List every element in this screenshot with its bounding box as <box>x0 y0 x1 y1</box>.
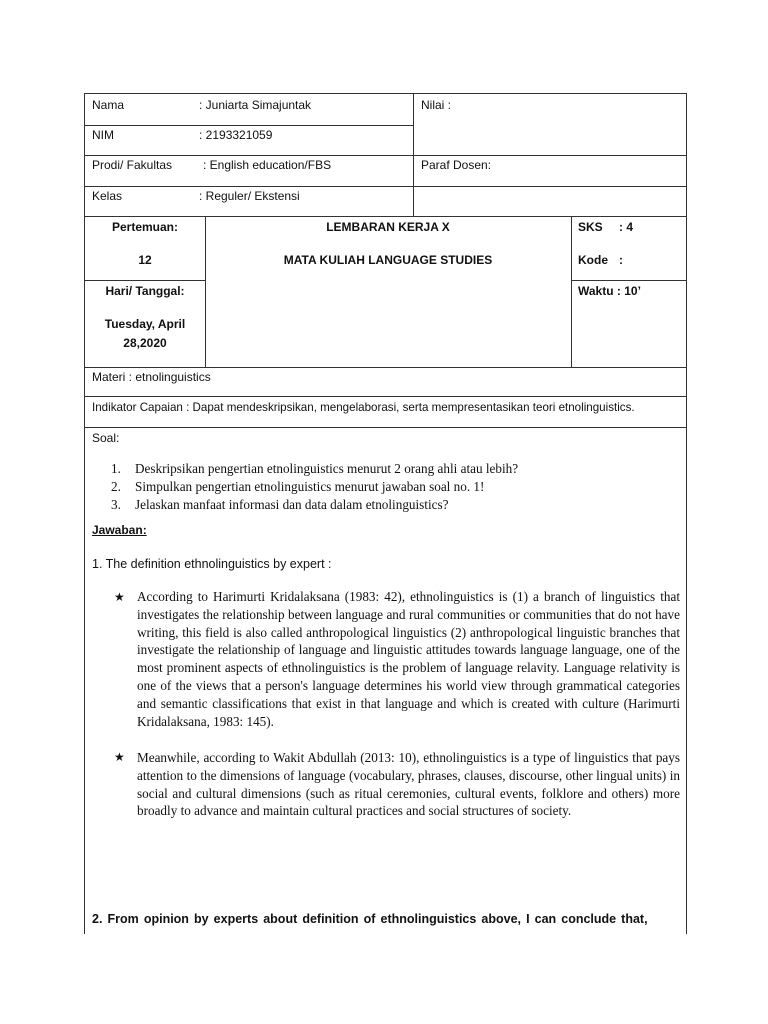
kelas-value: : Reguler/ Ekstensi <box>199 189 300 203</box>
question-1 <box>111 460 518 478</box>
course-title: MATA KULIAH LANGUAGE STUDIES <box>283 253 493 267</box>
sks-label: SKS <box>578 220 603 234</box>
pertemuan-value: 12 <box>138 253 152 267</box>
question-2 <box>111 478 484 496</box>
question-3 <box>111 496 448 514</box>
worksheet-title: LEMBARAN KERJA X <box>326 220 450 234</box>
answer-bullet-1: According to Harimurti Kridalaksana (1983: 42), ethnolinguistics is (1) a branch of linguistics that investigates the relationship between language and rural communities or communities that do not have writing, this field is also called anthropological linguistics (2) anthropological linguistic branches that investigate the relationship of language and linguistic attitudes towards language language, one of the most prominent aspects of ethnolinguistics is the problem of language relavity. Language relativity is one of the views that a person's language determines his world view through grammatical categories and semantic classifications that exist in that language and which is created with culture (Harimurti Kridalaksana, 1983: 145). <box>137 589 680 729</box>
worksheet <box>84 93 687 934</box>
pertemuan-label: Pertemuan: <box>111 220 179 234</box>
answer-bullet-2: Meanwhile, according to Wakit Abdullah (2013: 10), ethnolinguistics is a type of linguistics that pays attention to the dimensions of language (vocabulary, phrases, clauses, discourse, other lingual units) in social and cultural dimensions (such as ritual ceremonies, cultural events, folklore and others) more broadly to advance and maintain cultural practices and social structures of society. <box>137 750 680 819</box>
soal-label: Soal: <box>92 431 120 445</box>
question-num: 1. <box>111 461 121 476</box>
nama-label: Nama <box>92 98 125 112</box>
kode-value: : <box>619 253 623 267</box>
materi: Materi : etnolinguistics <box>92 370 211 384</box>
prodi-value: : English education/FBS <box>203 158 332 172</box>
hari-value-line1: Tuesday, April <box>104 317 186 331</box>
hari-label: Hari/ Tanggal: <box>105 284 185 298</box>
nilai-label: Nilai : <box>421 98 452 112</box>
hari-value-line2: 28,2020 <box>123 336 167 350</box>
question-text: Simpulkan pengertian etnolinguistics menurut jawaban soal no. 1! <box>135 479 485 494</box>
question-text: Jelaskan manfaat informasi dan data dalam etnolinguistics? <box>135 497 449 512</box>
answer-2-heading: 2. From opinion by experts about definition of ethnolinguistics above, I can conclude that, <box>92 912 648 926</box>
kelas-label: Kelas <box>92 189 123 203</box>
paraf-label: Paraf Dosen: <box>421 158 492 172</box>
indikator: Indikator Capaian : Dapat mendeskripsikan, mengelaborasi, serta mempresentasikan teori etnolinguistics. <box>92 401 635 414</box>
question-num: 3. <box>111 497 121 512</box>
nim-label: NIM <box>92 128 114 142</box>
star-bullet-icon: ★ <box>114 590 125 604</box>
nim-value: : 2193321059 <box>199 128 273 142</box>
question-num: 2. <box>111 479 121 494</box>
answer-1-heading: 1. The definition ethnolinguistics by expert : <box>92 557 332 571</box>
kode-label: Kode <box>578 253 608 267</box>
star-bullet-icon: ★ <box>114 750 125 764</box>
waktu: Waktu : 10’ <box>578 284 641 298</box>
nama-value: : Juniarta Simajuntak <box>199 98 312 112</box>
question-text: Deskripsikan pengertian etnolinguistics menurut 2 orang ahli atau lebih? <box>135 461 519 476</box>
jawaban-label: Jawaban: <box>92 523 147 537</box>
sks-value: : 4 <box>619 220 634 234</box>
prodi-label: Prodi/ Fakultas <box>92 158 173 172</box>
